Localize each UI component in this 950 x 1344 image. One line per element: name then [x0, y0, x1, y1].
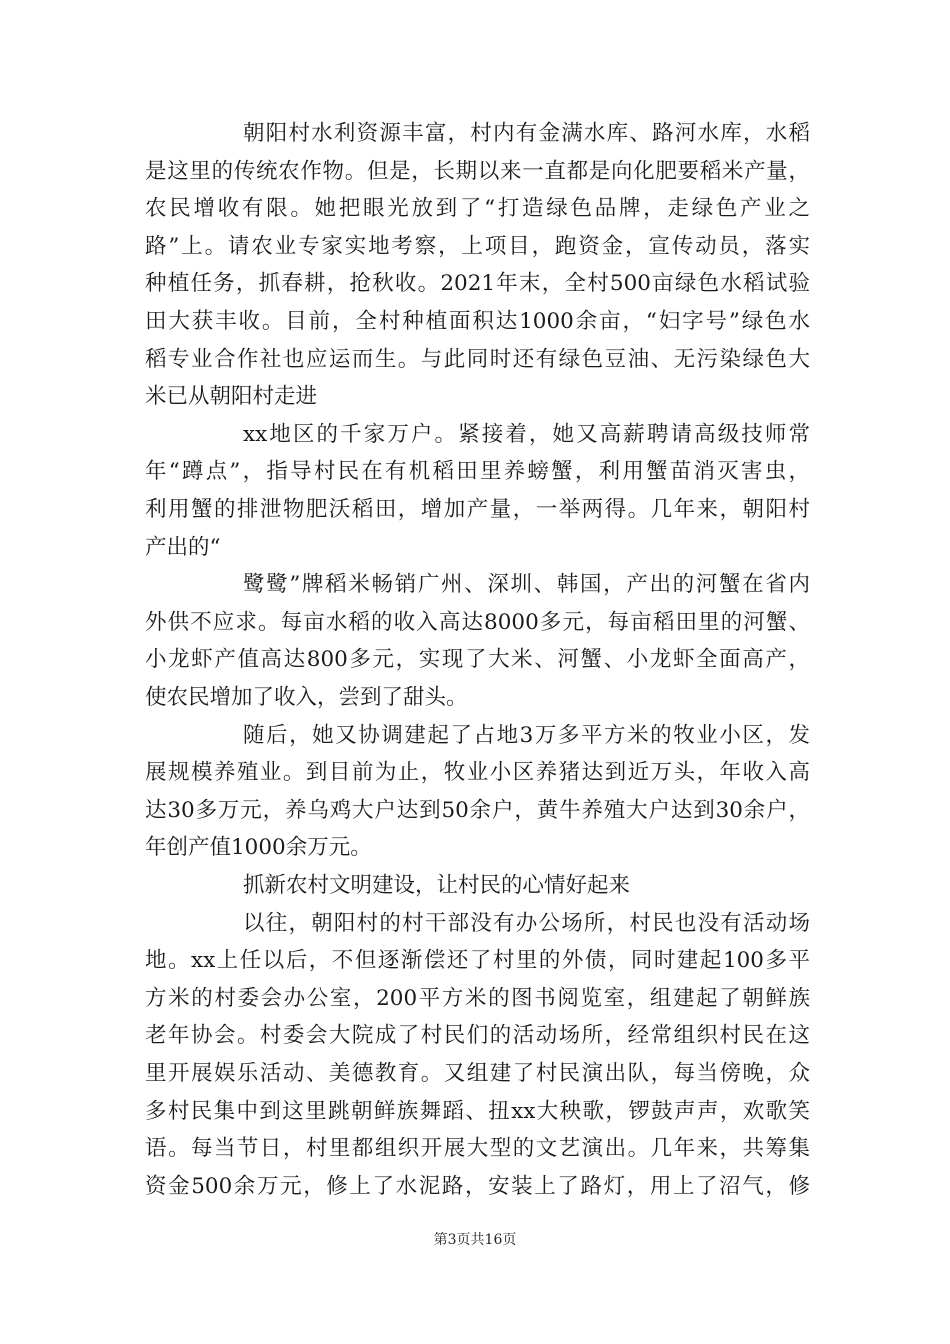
text-line: 达30多万元，养乌鸡大户达到50余户，黄牛养殖大户达到30余户， [145, 797, 810, 823]
text-line: 利用蟹的排泄物肥沃稻田，增加产量，一举两得。几年来，朝阳村 [145, 497, 810, 522]
text-line: 小龙虾产值高达800多元，实现了大米、河蟹、小龙虾全面高产， [145, 647, 810, 673]
text-line: 稻专业合作社也应运而生。与此同时还有绿色豆油、无污染绿色大 [145, 346, 810, 372]
text-line: 外供不应求。每亩水稻的收入高达8000多元，每亩稻田里的河蟹、 [145, 609, 810, 635]
text-line: 语。每当节日，村里都组织开展大型的文艺演出。几年来，共筹集 [145, 1136, 810, 1162]
text-line: 里开展娱乐活动、美德教育。又组建了村民演出队，每当傍晚，众 [145, 1061, 810, 1086]
page-number-footer: 第3页共16页 [433, 1232, 517, 1248]
text-line: 是这里的传统农作物。但是，长期以来一直都是向化肥要稻米产量， [145, 158, 810, 184]
text-line: 朝阳村水利资源丰富，村内有金满水库、路河水库，水稻 [243, 121, 810, 146]
text-line: 路”上。请农业专家实地考察，上项目，跑资金，宣传动员，落实 [145, 233, 810, 259]
text-line: 种植任务，抓春耕，抢秋收。2021年末，全村500亩绿色水稻试验 [145, 271, 810, 297]
text-line: 田大获丰收。目前，全村种植面积达1000余亩，“妇字号”绿色水 [145, 309, 810, 334]
text-line: 展规模养殖业。到目前为止，牧业小区养猪达到近万头，年收入高 [145, 760, 810, 786]
text-line: 老年协会。村委会大院成了村民们的活动场所，经常组织村民在这 [145, 1023, 810, 1049]
text-line: 以往，朝阳村的村干部没有办公场所，村民也没有活动场 [243, 910, 810, 936]
text-line: 年创产值1000余万元。 [145, 835, 372, 861]
text-line: 方米的村委会办公室，200平方米的图书阅览室，组建起了朝鲜族 [145, 985, 810, 1011]
section-heading: 抓新农村文明建设，让村民的心情好起来 [243, 873, 631, 898]
text-line: 产出的“ [145, 534, 221, 560]
text-line: 随后，她又协调建起了占地3万多平方米的牧业小区，发 [243, 722, 810, 748]
text-line: 米已从朝阳村走进 [145, 384, 318, 410]
text-line: 多村民集中到这里跳朝鲜族舞蹈、扭xx大秧歌，锣鼓声声，欢歌笑 [145, 1098, 810, 1124]
text-line: 年“蹲点”，指导村民在有机稻田里养螃蟹，利用蟹苗消灭害虫， [145, 459, 810, 485]
text-line: xx地区的千家万户。紧接着，她又高薪聘请高级技师常 [243, 421, 810, 447]
text-line: 鹭鹭”牌稻米畅销广州、深圳、韩国，产出的河蟹在省内 [243, 572, 810, 598]
text-line: 资金500余万元，修上了水泥路，安装上了路灯，用上了沼气，修 [145, 1173, 810, 1199]
text-line: 农民增收有限。她把眼光放到了“打造绿色品牌，走绿色产业之 [145, 196, 810, 222]
text-line: 使农民增加了收入，尝到了甜头。 [145, 685, 468, 710]
text-line: 地。xx上任以后，不但逐渐偿还了村里的外债，同时建起100多平 [145, 948, 810, 974]
